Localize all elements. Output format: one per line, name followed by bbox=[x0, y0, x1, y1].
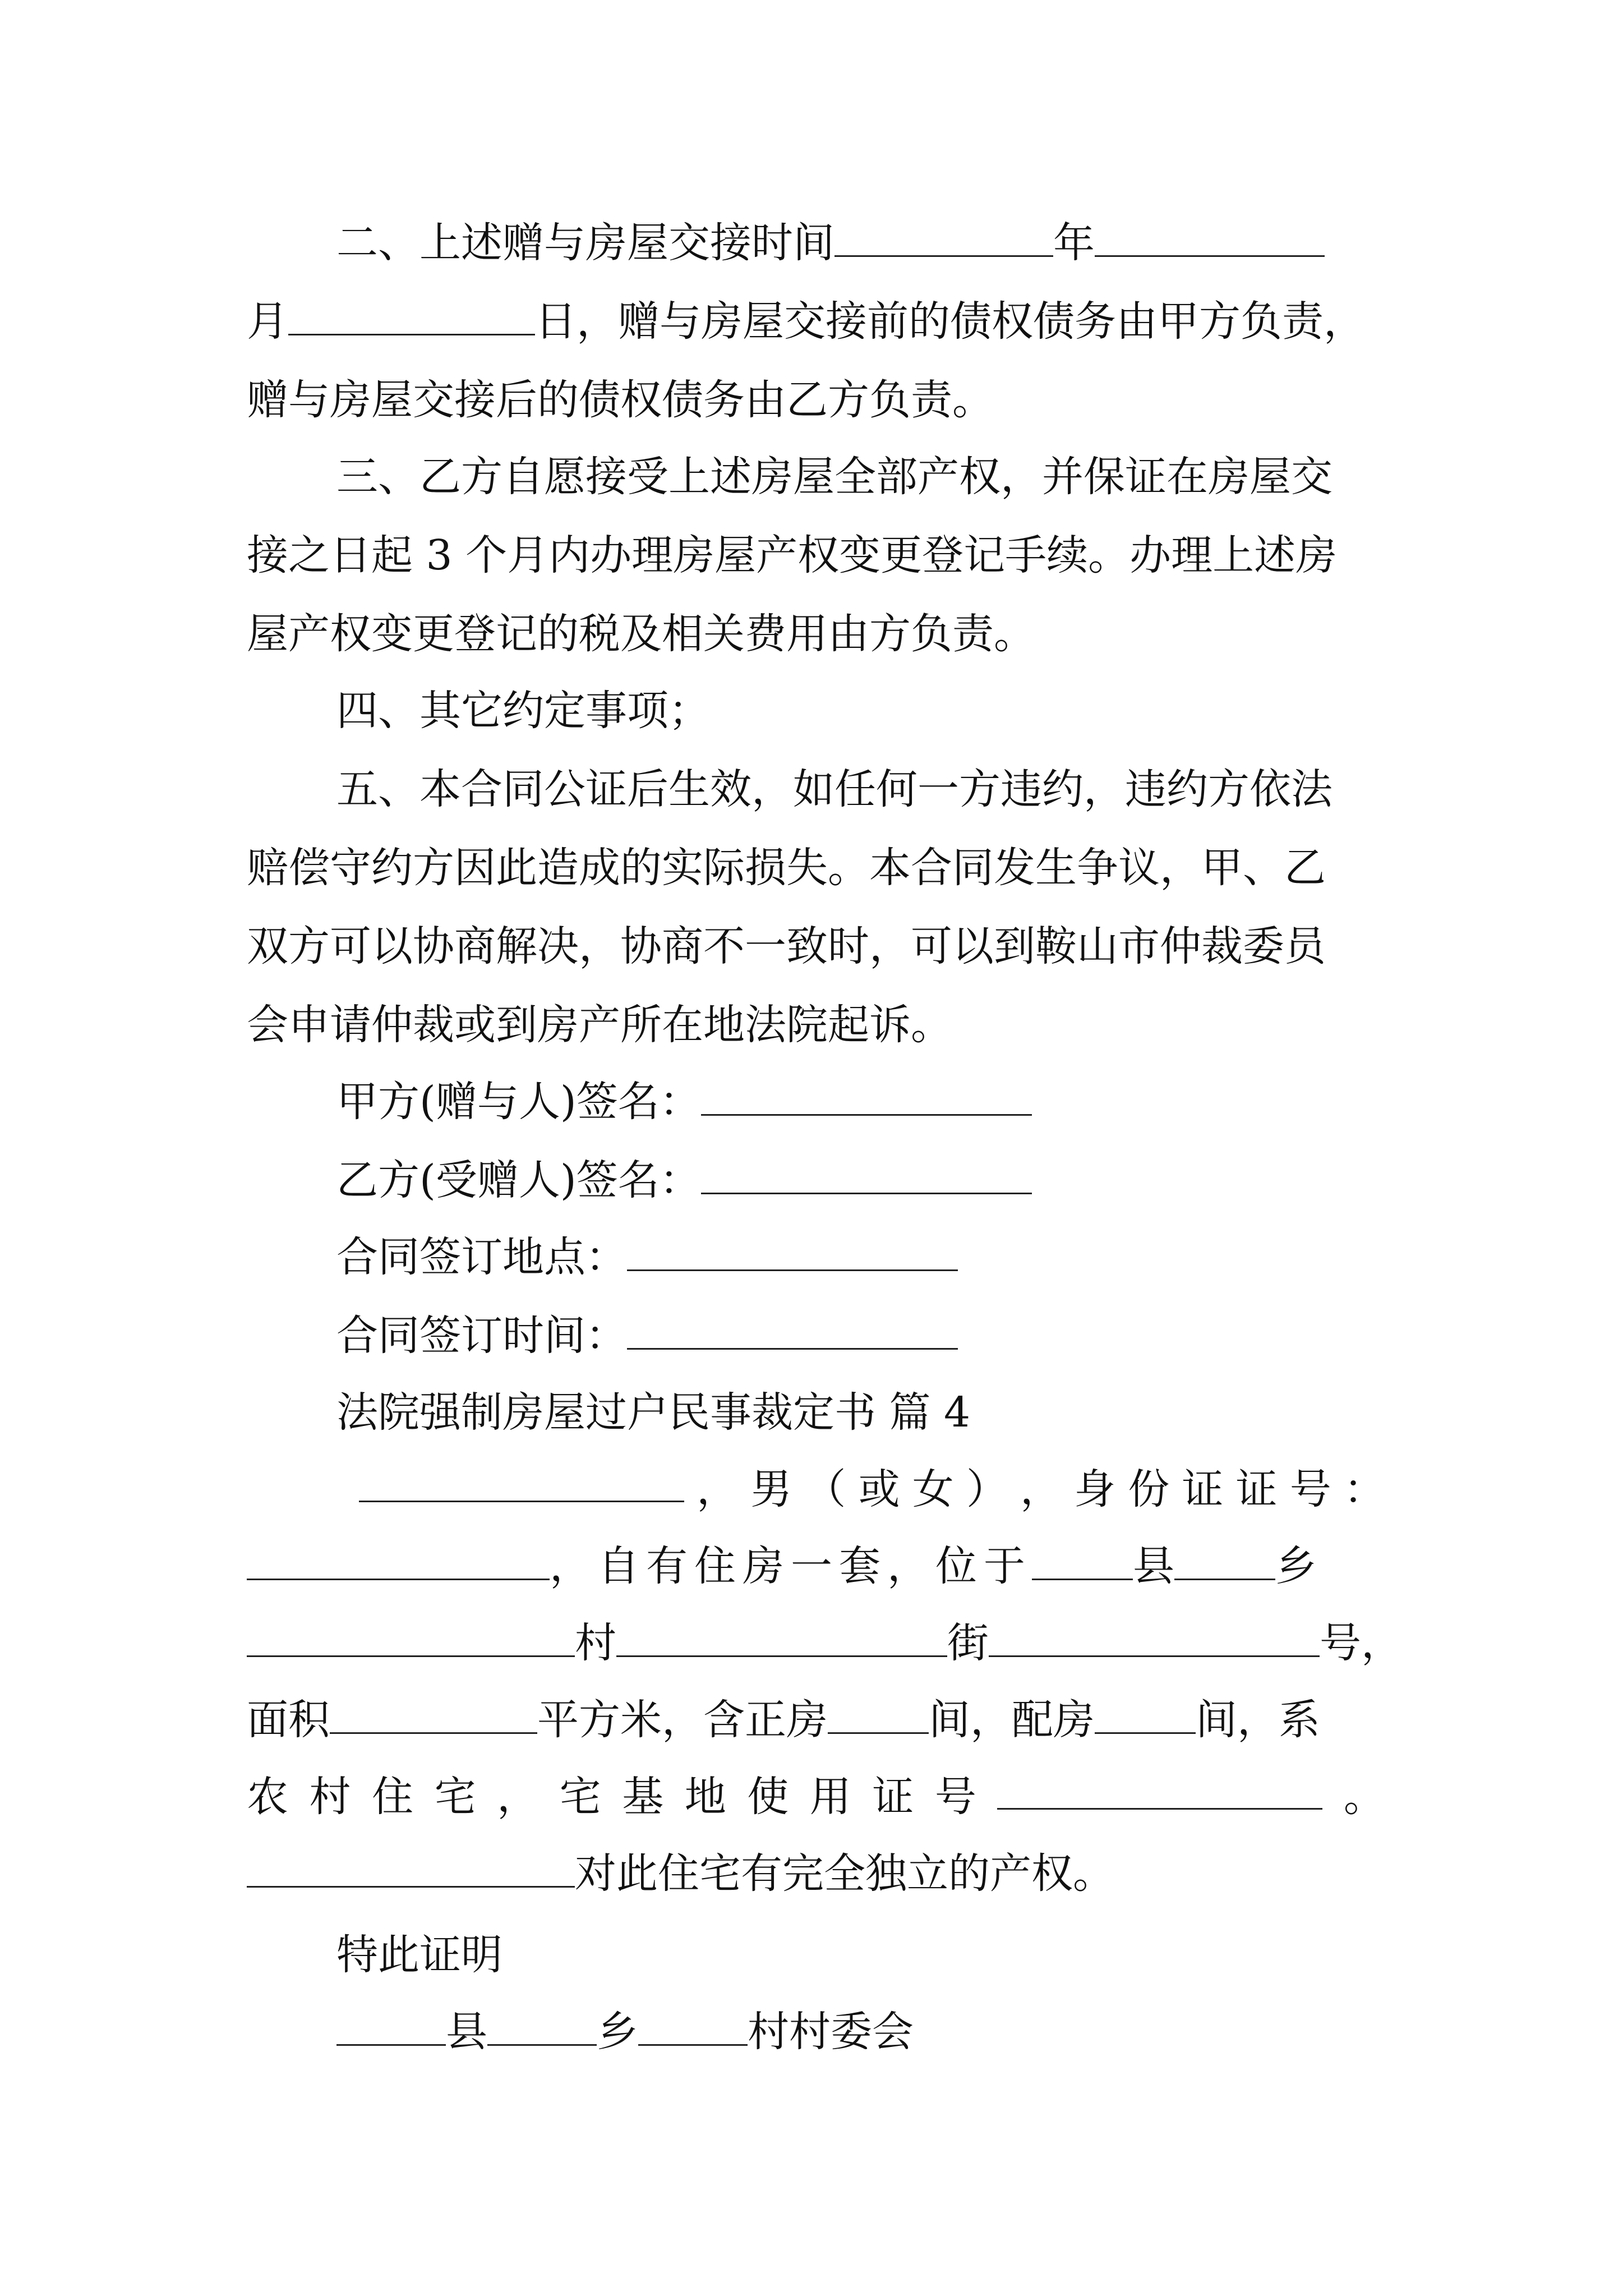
certificate-line2 bbox=[247, 1538, 1317, 1594]
county-label: 县 bbox=[446, 2008, 487, 2056]
blank-place bbox=[627, 1230, 958, 1271]
signing-place bbox=[336, 1229, 958, 1285]
certificate-line1 bbox=[359, 1461, 1385, 1517]
cert-char: ， bbox=[497, 1773, 539, 1821]
signature-party-b bbox=[336, 1152, 1032, 1208]
clause5-line2: 赔偿守约方因此造成的实际损失。本合同发生争议，甲、乙 bbox=[247, 844, 1326, 892]
village-committee-signature bbox=[336, 2004, 914, 2060]
party-b-label: 乙方(受赠人)签名： bbox=[336, 1156, 701, 1204]
blank-owner bbox=[247, 1847, 575, 1888]
blank-county bbox=[1032, 1539, 1133, 1580]
cert-char: 用 bbox=[809, 1773, 851, 1821]
blank-township bbox=[1174, 1539, 1275, 1580]
blank-sig-village bbox=[638, 2005, 748, 2046]
cert-char: （ bbox=[804, 1465, 846, 1513]
number-label: 号， bbox=[1320, 1619, 1403, 1667]
township-label: 乡 bbox=[597, 2008, 638, 2056]
cert-char: ： bbox=[1343, 1465, 1385, 1513]
party-a-label: 甲方(赠与人)签名： bbox=[336, 1078, 701, 1126]
village-label: 村 bbox=[575, 1619, 616, 1667]
cert-char: 基 bbox=[622, 1773, 664, 1821]
blank-id-number bbox=[247, 1539, 550, 1580]
cert-char: 地 bbox=[684, 1773, 726, 1821]
blank-month bbox=[1095, 216, 1325, 257]
blank-village bbox=[247, 1616, 575, 1657]
street-label: 街 bbox=[947, 1619, 989, 1667]
cert-text: ，自有住房一套，位于 bbox=[550, 1542, 1032, 1590]
cert-char: 。 bbox=[1343, 1773, 1385, 1821]
cert-text: 平方米，含正房 bbox=[537, 1696, 828, 1744]
signature-party-a bbox=[336, 1074, 1032, 1130]
blank-time bbox=[627, 1309, 958, 1350]
blank-day bbox=[288, 295, 535, 335]
certificate-line5 bbox=[247, 1769, 1385, 1825]
blank-house-number bbox=[989, 1616, 1320, 1657]
blank-main-rooms bbox=[828, 1693, 929, 1734]
blank-street bbox=[616, 1616, 947, 1657]
cert-char: 男 bbox=[750, 1465, 792, 1513]
blank-party-a bbox=[701, 1075, 1032, 1116]
cert-char: 证 bbox=[1182, 1465, 1224, 1513]
clause3-line1: 三、乙方自愿接受上述房屋全部产权，并保证在房屋交 bbox=[336, 453, 1332, 501]
clause4: 四、其它约定事项； bbox=[336, 687, 710, 735]
blank-side-rooms bbox=[1095, 1693, 1196, 1734]
area-label: 面积 bbox=[247, 1696, 330, 1744]
certificate-line3 bbox=[247, 1615, 1403, 1671]
blank-area bbox=[330, 1693, 537, 1734]
certificate-closing: 特此证明 bbox=[336, 1931, 502, 1979]
clause5-line4: 会申请仲裁或到房产所在地法院起诉。 bbox=[247, 1001, 952, 1049]
clause5-line1: 五、本合同公证后生效，如任何一方违约，违约方依法 bbox=[336, 765, 1332, 813]
clause3-line2: 接之日起 3 个月内办理房屋产权变更登记手续。办理上述房 bbox=[247, 531, 1338, 579]
cert-char: 号 bbox=[1289, 1465, 1331, 1513]
cert-text: 对此住宅有完全独立的产权。 bbox=[575, 1849, 1114, 1898]
cert-char: 住 bbox=[372, 1773, 414, 1821]
clause2-text: 日，赠与房屋交接前的债权债务由甲方负责， bbox=[535, 297, 1365, 346]
clause2-line3: 赠与房屋交接后的债权债务由乙方负责。 bbox=[247, 376, 994, 424]
section-title: 法院强制房屋过户民事裁定书 篇 4 bbox=[336, 1388, 971, 1437]
blank-sig-township bbox=[487, 2005, 597, 2046]
cert-char: 女 bbox=[912, 1465, 954, 1513]
clause2-line2 bbox=[247, 293, 1365, 349]
blank-sig-county bbox=[336, 2005, 446, 2046]
cert-char: ， bbox=[697, 1465, 739, 1513]
cert-char: 村 bbox=[309, 1773, 351, 1821]
township-label: 乡 bbox=[1275, 1542, 1317, 1590]
certificate-line6 bbox=[247, 1846, 1114, 1902]
time-label: 合同签订时间： bbox=[336, 1312, 627, 1360]
cert-char: 身 bbox=[1074, 1465, 1116, 1513]
certificate-line4 bbox=[247, 1692, 1320, 1748]
cert-char: 农 bbox=[247, 1773, 288, 1821]
clause3-line3: 屋产权变更登记的税及相关费用由方负责。 bbox=[247, 610, 1035, 658]
signing-time bbox=[336, 1308, 958, 1364]
place-label: 合同签订地点： bbox=[336, 1233, 627, 1281]
blank-name bbox=[359, 1461, 684, 1502]
blank-land-cert bbox=[997, 1769, 1322, 1810]
cert-text: 间，配房 bbox=[929, 1696, 1095, 1744]
clause2-line1 bbox=[336, 215, 1325, 271]
blank-year bbox=[834, 216, 1053, 257]
cert-char: 号 bbox=[934, 1773, 976, 1821]
committee-label: 村村委会 bbox=[748, 2008, 914, 2056]
clause2-text: 二、上述赠与房屋交接时间 bbox=[336, 219, 834, 267]
clause5-line3: 双方可以协商解决，协商不一致时，可以到鞍山市仲裁委员 bbox=[247, 922, 1326, 970]
cert-char: 证 bbox=[1235, 1465, 1278, 1513]
cert-char: 份 bbox=[1128, 1465, 1170, 1513]
blank-party-b bbox=[701, 1153, 1032, 1194]
cert-char: 或 bbox=[858, 1465, 900, 1513]
year-label: 年 bbox=[1053, 219, 1095, 267]
cert-char: 证 bbox=[872, 1773, 914, 1821]
cert-char: 宅 bbox=[434, 1773, 476, 1821]
cert-char: 宅 bbox=[559, 1773, 601, 1821]
county-label: 县 bbox=[1133, 1542, 1174, 1590]
cert-text: 间，系 bbox=[1196, 1696, 1320, 1744]
month-label: 月 bbox=[247, 297, 288, 346]
cert-char: ， bbox=[1020, 1465, 1062, 1513]
cert-char: ） bbox=[966, 1465, 1008, 1513]
cert-char: 使 bbox=[747, 1773, 789, 1821]
